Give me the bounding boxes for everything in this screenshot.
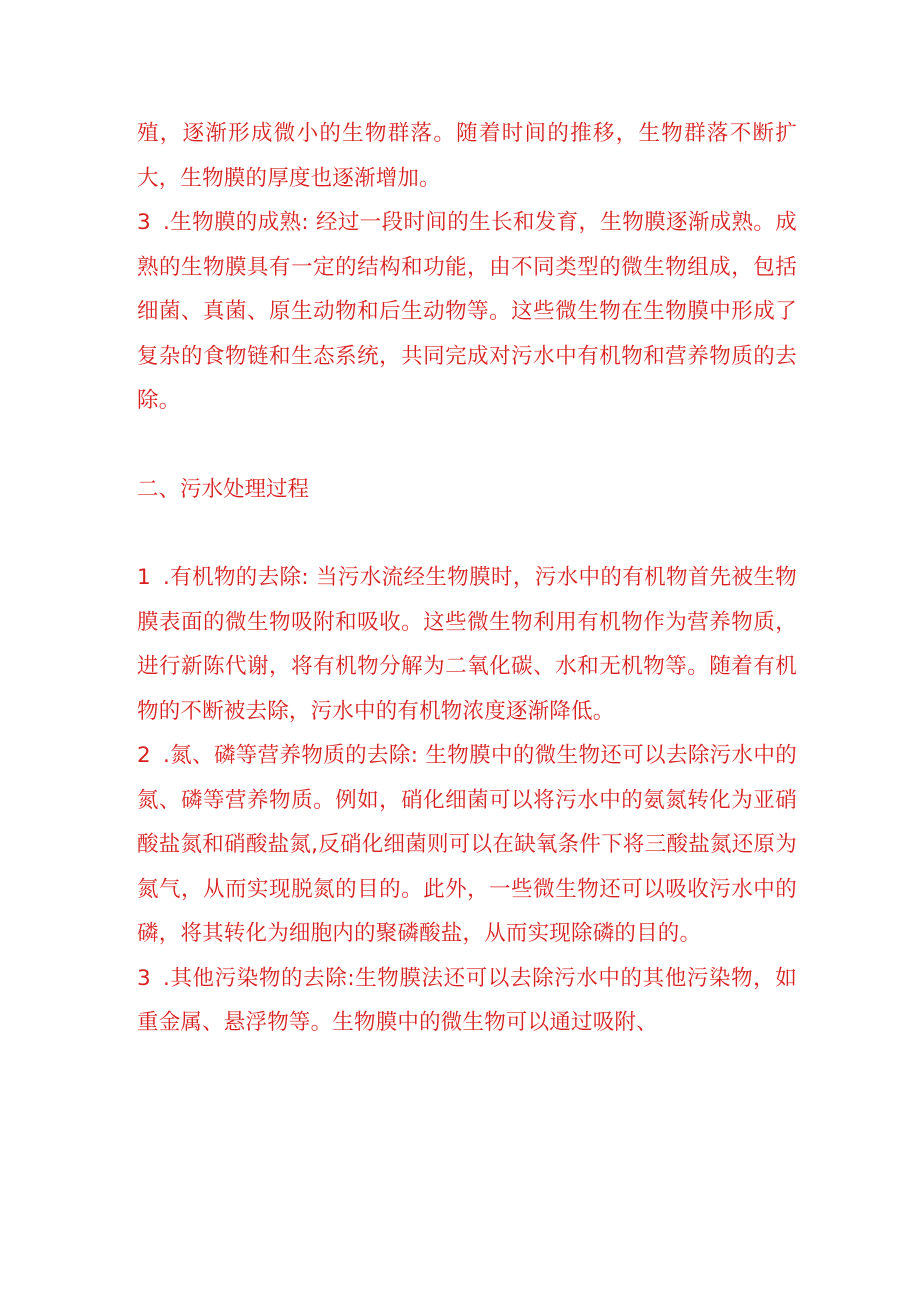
paragraph-continued <box>137 112 797 201</box>
paragraph-text: .生物膜的成熟: 经过一段时间的生长和发育，生物膜逐渐成熟。成熟的生物膜具有一定的结构和功能，由不同类型的微生物组成，包括细菌、真菌、原生动物和后生动物等。这些微生物在生物膜中形成了复杂的食物链和生态系统，共同完成对污水中有机物和营养物质的去除。 <box>137 210 797 413</box>
paragraph-other-pollutants <box>137 957 797 1046</box>
heading-text: 二、污水处理过程 <box>137 476 310 502</box>
paragraph-text: .氮、磷等营养物质的去除: 生物膜中的微生物还可以去除污水中的氮、磷等营养物质。例如，硝化细菌可以将污水中的氨氮转化为亚硝酸盐氮和硝酸盐氮,反硝化细菌则可以在缺氧条件下将三酸盐氮还原为氮气，从而实现脱氮的目的。此外，一些微生物还可以吸收污水中的磷，将其转化为细胞内的聚磷酸盐，从而实现除磷的目的。 <box>137 743 797 946</box>
item-number: 3 <box>137 965 151 991</box>
paragraph-text: .有机物的去除: 当污水流经生物膜时，污水中的有机物首先被生物膜表面的微生物吸附和吸收。这些微生物利用有机物作为营养物质，进行新陈代谢，将有机物分解为二氧化碳、水和无机物等。随着有机物的不断被去除，污水中的有机物浓度逐渐降低。 <box>137 565 797 724</box>
paragraph-organic-removal <box>137 556 797 734</box>
section-heading <box>137 468 797 513</box>
section-spacer <box>137 424 797 468</box>
paragraph-text: 殖，逐渐形成微小的生物群落。随着时间的推移，生物群落不断扩大，生物膜的厚度也逐渐增加。 <box>137 121 797 191</box>
paragraph-biofilm-maturation <box>137 201 797 424</box>
item-number: 1 <box>137 565 151 590</box>
paragraph-text: .其他污染物的去除:生物膜法还可以去除污水中的其他污染物，如重金属、悬浮物等。生物膜中的微生物可以通过吸附、 <box>137 965 797 1035</box>
item-number: 3 <box>137 210 151 235</box>
section-spacer <box>137 512 797 556</box>
document-body <box>137 112 797 1046</box>
item-number: 2 <box>137 743 151 768</box>
paragraph-nutrient-removal <box>137 734 797 957</box>
